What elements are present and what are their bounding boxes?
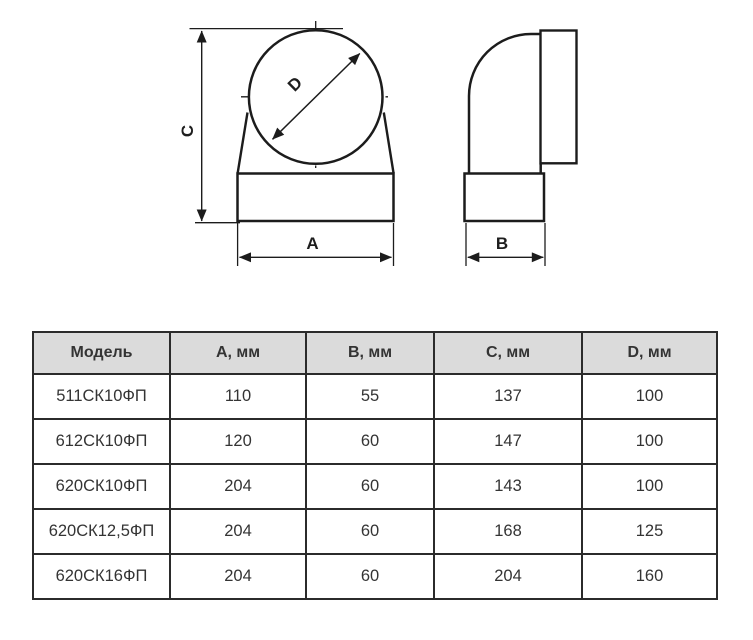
technical-drawing	[0, 0, 753, 300]
dim-label-d: D	[284, 73, 307, 96]
front-left-slant	[238, 113, 248, 174]
elbow-body	[469, 34, 541, 174]
value-cell-b: 60	[306, 509, 434, 554]
value-cell-a: 204	[170, 554, 306, 599]
table-row	[33, 374, 717, 419]
value-cell-c: 168	[434, 509, 582, 554]
header-cell-model: Модель	[33, 332, 170, 374]
model-cell: 620СК10ФП	[33, 464, 170, 509]
model-cell: 620СК12,5ФП	[33, 509, 170, 554]
header-cell-b: B, мм	[306, 332, 434, 374]
model-cell: 612СК10ФП	[33, 419, 170, 464]
value-cell-a: 204	[170, 509, 306, 554]
value-cell-b: 60	[306, 554, 434, 599]
value-cell-d: 100	[582, 374, 717, 419]
value-cell-b: 60	[306, 419, 434, 464]
front-base-flange	[238, 174, 394, 222]
table-row	[33, 554, 717, 599]
header-cell-a: A, мм	[170, 332, 306, 374]
model-cell: 511СК10ФП	[33, 374, 170, 419]
value-cell-b: 60	[306, 464, 434, 509]
front-view	[190, 21, 394, 266]
value-cell-a: 204	[170, 464, 306, 509]
dimensions-table	[32, 331, 718, 600]
dim-label-c: C	[178, 124, 197, 138]
side-round-flange	[541, 31, 577, 164]
side-base-flange	[465, 174, 545, 222]
front-right-slant	[384, 113, 394, 174]
dim-label-a: A	[306, 234, 319, 253]
value-cell-c: 204	[434, 554, 582, 599]
value-cell-d: 160	[582, 554, 717, 599]
dim-label-b: B	[495, 234, 509, 253]
table-row	[33, 464, 717, 509]
table-row	[33, 419, 717, 464]
value-cell-d: 125	[582, 509, 717, 554]
header-cell-c: C, мм	[434, 332, 582, 374]
value-cell-d: 100	[582, 419, 717, 464]
header-cell-d: D, мм	[582, 332, 717, 374]
value-cell-c: 143	[434, 464, 582, 509]
value-cell-a: 120	[170, 419, 306, 464]
value-cell-c: 147	[434, 419, 582, 464]
table-row	[33, 509, 717, 554]
value-cell-c: 137	[434, 374, 582, 419]
table-header-row	[33, 332, 717, 374]
value-cell-d: 100	[582, 464, 717, 509]
value-cell-a: 110	[170, 374, 306, 419]
value-cell-b: 55	[306, 374, 434, 419]
side-view	[465, 31, 577, 267]
model-cell: 620СК16ФП	[33, 554, 170, 599]
